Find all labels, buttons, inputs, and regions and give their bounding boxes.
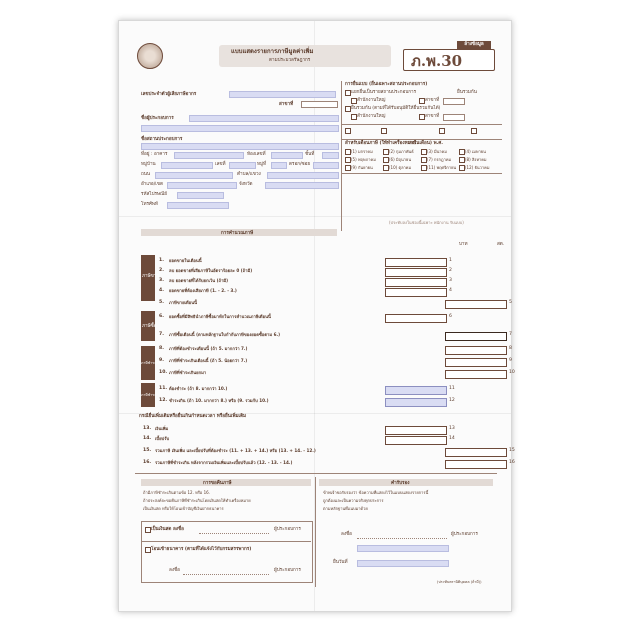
certify-date-label: ยื่นวันที่ bbox=[333, 560, 348, 565]
calc-row-number: 1. bbox=[159, 258, 164, 263]
calc-row-number: 3. bbox=[159, 278, 164, 283]
calc-amount-input[interactable] bbox=[385, 398, 447, 407]
extra-amount-input[interactable] bbox=[385, 436, 447, 445]
clear-data-button[interactable]: ล้างข้อมูล bbox=[457, 41, 491, 49]
section-divider bbox=[141, 541, 311, 542]
name-input[interactable] bbox=[189, 115, 339, 122]
road-input[interactable] bbox=[155, 172, 233, 179]
moo-input[interactable] bbox=[271, 162, 287, 169]
calc-row-ref: 8 bbox=[509, 346, 512, 351]
year-label: ลงในเดือน) พ.ศ. bbox=[409, 141, 444, 146]
place-input[interactable] bbox=[141, 143, 339, 150]
extra-row-number: 13. bbox=[143, 426, 152, 431]
subdistrict-input[interactable] bbox=[267, 172, 339, 179]
calc-title: การคำนวณภาษี bbox=[221, 231, 254, 236]
month-label: (11) พฤศจิกายน bbox=[427, 164, 457, 170]
month-label: (9) กันยายน bbox=[351, 164, 373, 170]
refund-sign-role: ผู้ประกอบการ bbox=[274, 568, 301, 573]
refund-text-3: เป็นเงินสด หรือให้โอนเข้าบัญชีเงินฝากธนาคาร bbox=[143, 506, 224, 511]
extra-amount-input[interactable] bbox=[445, 448, 507, 457]
certify-text-1: ข้าพเจ้าขอรับรองว่า ข้อความที่แสดงไว้ในแบบแสดงรายการนี้ bbox=[323, 490, 429, 495]
filing-branch-input-2[interactable] bbox=[443, 114, 465, 121]
extra-row-ref: 16 bbox=[509, 460, 515, 465]
baht-header: บาท bbox=[459, 242, 468, 247]
extra-row-number: 14. bbox=[143, 436, 152, 441]
certify-sign-role: ผู้ประกอบการ bbox=[451, 532, 478, 537]
filing-type-checkbox[interactable] bbox=[345, 128, 351, 134]
name-input-2[interactable] bbox=[141, 125, 339, 132]
extra-amount-input[interactable] bbox=[445, 460, 507, 469]
certify-name-input[interactable] bbox=[357, 545, 449, 552]
panel-divider bbox=[342, 124, 502, 125]
soi-label: ตรอก/ซอย bbox=[289, 162, 311, 167]
calc-row-number: 12. bbox=[159, 398, 168, 403]
section-divider bbox=[135, 473, 497, 474]
house-no-label: เลขที่ bbox=[215, 162, 226, 167]
subdistrict-label: ตำบล/แขวง bbox=[237, 172, 261, 177]
certify-text-2: ถูกต้องและเป็นความจริงทุกประการ bbox=[323, 498, 384, 503]
refund-text-2: ถ้าประสงค์จะขอคืนภาษีที่ชำระเกินโดยเงินสดให้ทำเครื่องหมาย bbox=[143, 498, 251, 503]
month-label: (6) มิถุนายน bbox=[389, 156, 412, 162]
filing-combined-approved-label: ยื่นรวมกัน (ตามที่ได้รับอนุมัติให้ยื่นรวมกันได้) bbox=[351, 106, 441, 111]
calc-row-label: ภาษีที่ชำระเกินเดือนนี้ (ถ้า 5. น้อยกว่า 7.) bbox=[169, 358, 248, 363]
extra-row-number: 15. bbox=[143, 448, 152, 453]
form-code: ภ.พ.30 bbox=[411, 52, 463, 70]
calc-amount-input[interactable] bbox=[445, 346, 507, 355]
soi-input[interactable] bbox=[313, 162, 339, 169]
form-subtitle: ตามประมวลรัษฎากร bbox=[269, 58, 311, 63]
side-tag-pay: ภาษีชำระเพิ่ม bbox=[141, 346, 155, 380]
month-label: (2) กุมภาพันธ์ bbox=[389, 148, 414, 154]
side-tag-buy: ภาษีซื้อ bbox=[141, 311, 155, 341]
room-label: ห้องเลขที่ bbox=[247, 152, 266, 157]
panel-divider bbox=[342, 173, 502, 174]
filing-separate-label: แยกยื่นเป็นรายสถานประกอบการ bbox=[351, 90, 417, 95]
tin-label: เลขประจำตัวผู้เสียภาษีอากร bbox=[141, 92, 197, 97]
satang-header: สต. bbox=[497, 242, 505, 247]
calc-section-bar bbox=[141, 229, 337, 236]
refund-cash-role: ผู้ประกอบการ bbox=[274, 527, 301, 532]
room-input[interactable] bbox=[271, 152, 303, 159]
calc-amount-input[interactable] bbox=[445, 300, 507, 309]
refund-section-bar bbox=[141, 479, 311, 486]
extra-row-ref: 15 bbox=[509, 448, 515, 453]
floor-input[interactable] bbox=[322, 152, 339, 159]
certify-sign-label: ลงชื่อ bbox=[341, 532, 352, 537]
calc-row-ref: 2 bbox=[449, 268, 452, 273]
calc-row-label: ภาษีซื้อเดือนนี้ (ตามหลักฐานใบกำกับภาษีของยอดซื้อตาม 6.) bbox=[169, 332, 281, 337]
panel-divider bbox=[342, 139, 502, 140]
calc-row-label: ยอดซื้อที่มีสิทธินำภาษีซื้อมาหักในการคำนวณภาษีเดือนนี้ bbox=[169, 314, 271, 319]
refund-text-1: ถ้ามีภาษีชำระเกินตามข้อ 12. หรือ 16. bbox=[143, 490, 210, 495]
hq-label: สำนักงานใหญ่ bbox=[357, 98, 386, 103]
filing-type-checkbox[interactable] bbox=[381, 128, 387, 134]
refund-transfer-label: โอนเข้าธนาคาร (ตามที่ได้แจ้งไว้กับกรมสรรพากร) bbox=[151, 547, 252, 552]
phone-input[interactable] bbox=[167, 202, 229, 209]
calc-row-label: ชำระเกิน (ถ้า 10. มากกว่า 8.) หรือ (9. รวมกับ 10.) bbox=[169, 398, 269, 403]
name-label: ชื่อผู้ประกอบการ bbox=[141, 116, 174, 121]
extra-row-label: เบี้ยปรับ bbox=[155, 436, 170, 441]
calc-row-label: ต้องชำระ (ถ้า 8. มากกว่า 10.) bbox=[169, 386, 228, 391]
postcode-label: รหัสไปรษณีย์ bbox=[141, 192, 167, 197]
refund-sign-line[interactable] bbox=[183, 574, 269, 575]
calc-row-ref: 6 bbox=[449, 314, 452, 319]
calc-amount-input[interactable] bbox=[385, 278, 447, 287]
postcode-input[interactable] bbox=[177, 192, 224, 199]
calc-row-ref: 1 bbox=[449, 258, 452, 263]
calc-row-ref: 4 bbox=[449, 288, 452, 293]
section-divider bbox=[315, 477, 316, 587]
calc-row-ref: 10 bbox=[509, 370, 515, 375]
hq-label-2: สำนักงานใหญ่ bbox=[357, 114, 386, 119]
calc-row-number: 10. bbox=[159, 370, 168, 375]
calc-row-label: ยอดขายที่ต้องเสียภาษี (1. - 2. - 3.) bbox=[169, 288, 237, 293]
filing-branch-input[interactable] bbox=[443, 98, 465, 105]
calc-amount-input[interactable] bbox=[445, 370, 507, 379]
calc-amount-input[interactable] bbox=[385, 268, 447, 277]
house-no-input[interactable] bbox=[229, 162, 256, 169]
calc-row-number: 8. bbox=[159, 346, 164, 351]
village-label: หมู่บ้าน bbox=[141, 162, 156, 167]
calc-row-number: 4. bbox=[159, 288, 164, 293]
month-label: (7) กรกฎาคม bbox=[427, 156, 452, 162]
certify-text-3: ตามหลักฐานที่แนบมาด้วย bbox=[323, 506, 368, 511]
calc-amount-input[interactable] bbox=[385, 288, 447, 297]
refund-cash-sign-line[interactable] bbox=[199, 533, 269, 534]
filing-type-checkbox[interactable] bbox=[471, 128, 477, 134]
extra-row-number: 16. bbox=[143, 460, 152, 465]
branch-label: สาขาที่ bbox=[279, 102, 294, 107]
certify-title: คำรับรอง bbox=[391, 481, 410, 486]
calc-row-ref: 5 bbox=[509, 300, 512, 305]
phone-label: โทรศัพท์ bbox=[141, 202, 158, 207]
extra-amount-input[interactable] bbox=[385, 426, 447, 435]
calc-row-ref: 9 bbox=[509, 358, 512, 363]
floor-label: ชั้นที่ bbox=[305, 152, 315, 157]
stamp-note: (ประทับลงในช่องนี้เฉพาะ พนักงาน รับแบบ) bbox=[389, 220, 464, 225]
calc-row-number: 6. bbox=[159, 314, 164, 319]
month-label: สำหรับเดือนภาษี (ให้ทำเครื่องหมาย bbox=[345, 141, 416, 146]
paper-fold bbox=[119, 216, 511, 217]
calc-amount-input[interactable] bbox=[385, 258, 447, 267]
month-label: (10) ตุลาคม bbox=[389, 164, 412, 170]
refund-title: การขอคืนภาษี bbox=[203, 481, 232, 486]
extra-row-label: รวมภาษีที่ชำระเกิน หลังจากรวมเงินเพิ่มและเบี้ยปรับแล้ว (12. - 13. - 14.) bbox=[155, 460, 293, 465]
address-label: ที่อยู่ : อาคาร bbox=[141, 152, 168, 157]
calc-row-ref: 12 bbox=[449, 398, 455, 403]
calc-row-number: 7. bbox=[159, 332, 164, 337]
calc-row-label: ลบ ยอดขายที่ได้รับยกเว้น (ถ้ามี) bbox=[169, 278, 229, 283]
filing-header: การยื่นแบบ (ยื่นเฉพาะสถานประกอบการ) bbox=[345, 82, 428, 87]
calc-row-ref: 3 bbox=[449, 278, 452, 283]
calc-row-label: ภาษีที่ชำระเกินยกมา bbox=[169, 370, 207, 375]
month-label: (12) ธันวาคม bbox=[465, 164, 490, 170]
province-input[interactable] bbox=[265, 182, 339, 189]
form-title: แบบแสดงรายการภาษีมูลค่าเพิ่ม bbox=[231, 48, 314, 55]
extra-row-ref: 13 bbox=[449, 426, 455, 431]
revenue-department-seal-icon bbox=[137, 43, 163, 69]
calc-row-label: ลบ ยอดขายที่เสียภาษีในอัตราร้อยละ 0 (ถ้ามี) bbox=[169, 268, 253, 273]
calc-row-number: 5. bbox=[159, 300, 164, 305]
road-label: ถนน bbox=[141, 172, 151, 177]
calc-amount-input[interactable] bbox=[445, 358, 507, 367]
certify-sign-line[interactable] bbox=[357, 538, 447, 539]
calc-row-label: ยอดขายในเดือนนี้ bbox=[169, 258, 202, 263]
filing-branch-label-2: สาขาที่ bbox=[425, 114, 440, 119]
extra-row-label: เงินเพิ่ม bbox=[155, 426, 169, 431]
refund-cash-label: เป็นเงินสด ลงชื่อ bbox=[151, 527, 184, 532]
filing-type-checkbox[interactable] bbox=[439, 128, 445, 134]
calc-amount-input[interactable] bbox=[385, 314, 447, 323]
tax-form-paper bbox=[118, 20, 515, 612]
calc-row-number: 2. bbox=[159, 268, 164, 273]
side-tag-pay2: ภาษีชำระ bbox=[141, 383, 155, 407]
calc-row-label: ภาษีขายเดือนนี้ bbox=[169, 300, 197, 305]
building-input[interactable] bbox=[174, 152, 244, 159]
certify-section-bar bbox=[319, 479, 493, 486]
month-label: (3) มีนาคม bbox=[427, 148, 447, 154]
calc-row-ref: 11 bbox=[449, 386, 455, 391]
filing-combined-label: ยื่นรวมกัน bbox=[457, 90, 477, 95]
village-input[interactable] bbox=[161, 162, 213, 169]
month-label: (5) พฤษภาคม bbox=[351, 156, 376, 162]
calc-amount-input[interactable] bbox=[445, 332, 507, 341]
calc-row-number: 9. bbox=[159, 358, 164, 363]
side-tag-sales: ภาษีขาย bbox=[141, 255, 155, 301]
certify-note: (ประทับตรานิติบุคคล (ถ้ามี)) bbox=[437, 580, 482, 584]
tin-input[interactable] bbox=[229, 91, 336, 98]
month-label: (1) มกราคม bbox=[351, 148, 373, 154]
filing-branch-label: สาขาที่ bbox=[425, 98, 440, 103]
month-label: (4) เมษายน bbox=[465, 148, 486, 154]
calc-amount-input[interactable] bbox=[385, 386, 447, 395]
month-label: (8) สิงหาคม bbox=[465, 156, 487, 162]
province-label: จังหวัด bbox=[239, 182, 253, 187]
refund-sign-label: ลงชื่อ bbox=[169, 568, 180, 573]
district-input[interactable] bbox=[167, 182, 237, 189]
calc-row-number: 11. bbox=[159, 386, 168, 391]
calc-row-label: ภาษีที่ต้องชำระเดือนนี้ (ถ้า 5. มากกว่า 7.) bbox=[169, 346, 248, 351]
calc-row-ref: 7 bbox=[509, 332, 512, 337]
extra-row-ref: 14 bbox=[449, 436, 455, 441]
extra-title: กรณียื่นเพิ่มเติมหรือยื่นเกินกำหนดเวลา หรือยื่นเพิ่มเติม bbox=[139, 414, 247, 419]
branch-input[interactable] bbox=[301, 101, 338, 108]
extra-row-label: รวมภาษี เงินเพิ่ม และเบี้ยปรับที่ต้องชำระ (11. + 13. + 14.) หรือ (13. + 14. - 12.) bbox=[155, 448, 316, 453]
certify-date-input[interactable] bbox=[357, 560, 449, 567]
panel-divider bbox=[341, 81, 342, 231]
moo-label: หมู่ที่ bbox=[257, 162, 267, 167]
district-label: อำเภอ/เขต bbox=[141, 182, 163, 187]
place-label: ชื่อสถานประกอบการ bbox=[141, 137, 183, 142]
